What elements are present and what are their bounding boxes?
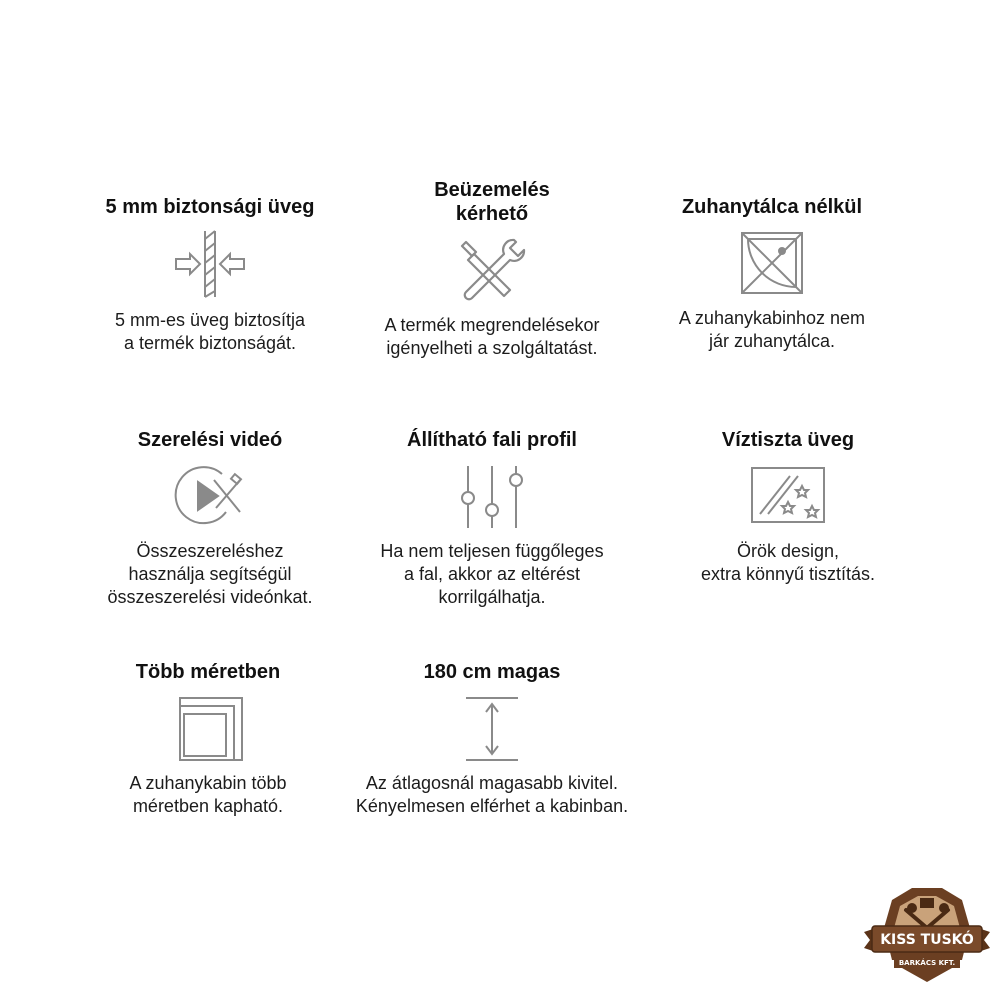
feature-title: 5 mm biztonsági üveg [105,196,315,218]
desc-line: jár zuhanytálca. [708,331,836,351]
logo-subtitle: BARKÁCS KFT. [898,959,956,967]
desc-line: a fal, akkor az eltérést [403,564,581,584]
desc-line: Kényelmesen elférhet a kabinban. [355,796,629,816]
desc-line: Az átlagosnál magasabb kivitel. [365,773,619,793]
desc-line: Összeszereléshez [136,541,284,561]
desc-line: korrilgálhatja. [438,587,546,607]
feature-title-line: kérhető [455,203,529,225]
desc-line: a termék biztonságát. [123,333,297,353]
feature-title-line: Beüzemelés [434,179,550,201]
desc-line: összeszerelési videónkat. [107,587,313,607]
feature-height [342,660,642,818]
tools-icon [342,234,642,304]
desc-line: Örök design, [736,541,840,561]
feature-safety-glass [60,195,360,355]
height-icon [342,694,642,766]
desc-line: igényelheti a szolgáltatást. [386,338,598,358]
desc-line: A zuhanykabin több [129,773,287,793]
feature-clear-glass [638,428,938,586]
feature-title: 180 cm magas [423,661,561,683]
desc-line: A termék megrendelésekor [384,315,600,335]
feature-title: Szerelési videó [137,429,283,451]
feature-title: Víztiszta üveg [721,429,855,451]
desc-line: Ha nem teljesen függőleges [380,541,604,561]
feature-no-shower-tray [622,195,922,353]
feature-adjustable-profile [342,428,642,609]
desc-line: 5 mm-es üveg biztosítja [114,310,306,330]
feature-title [342,178,642,226]
no-shower-tray-icon [622,227,922,299]
feature-multiple-sizes [58,660,358,818]
desc-line: A zuhanykabinhoz nem [678,308,866,328]
feature-title: Állítható fali profil [407,429,577,451]
desc-line: használja segítségül [128,564,292,584]
feature-title: Zuhanytálca nélkül [681,196,863,218]
logo-name: KISS TUSKÓ [880,932,974,948]
desc-line: méretben kapható. [132,796,284,816]
feature-installation [342,178,642,360]
multiple-sizes-icon [58,694,358,766]
feature-assembly-video [60,428,360,609]
desc-line: extra könnyű tisztítás. [700,564,876,584]
clear-glass-icon [638,462,938,532]
adjustable-profile-icon [342,462,642,532]
assembly-video-icon [60,462,360,532]
kiss-tusko-logo [862,882,992,992]
safety-glass-icon [60,229,360,299]
feature-title: Több méretben [135,661,281,683]
